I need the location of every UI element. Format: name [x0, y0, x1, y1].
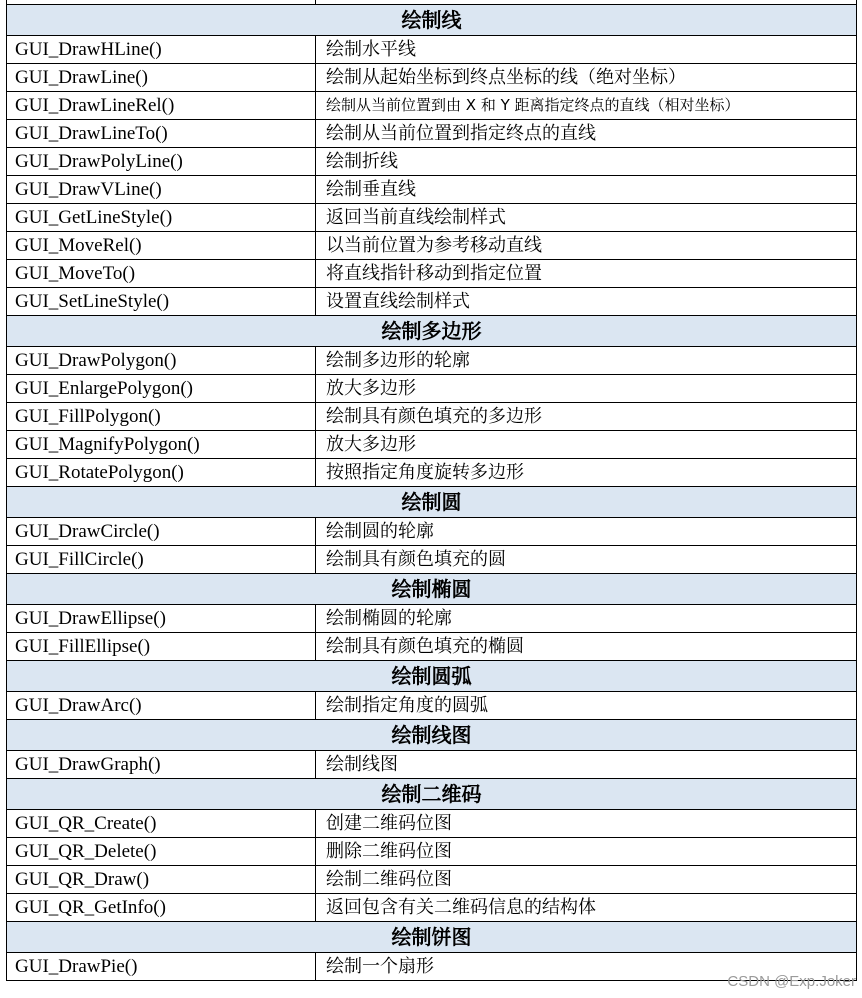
table-row	[7, 810, 857, 838]
function-name-cell: GUI_QR_Draw()	[7, 866, 316, 894]
function-description-cell: 绘制指定角度的圆弧	[316, 692, 857, 720]
function-description-cell: 绘制椭圆的轮廓	[316, 605, 857, 633]
function-description-cell: 返回包含有关二维码信息的结构体	[316, 894, 857, 922]
function-name-cell: GUI_DrawGraph()	[7, 751, 316, 779]
section-title: 绘制线	[7, 5, 857, 36]
function-name-cell: GUI_MoveRel()	[7, 232, 316, 260]
function-description-cell: 绘制具有颜色填充的圆	[316, 546, 857, 574]
function-description-cell: 绘制折线	[316, 148, 857, 176]
function-name-cell: GUI_QR_Delete()	[7, 838, 316, 866]
table-row	[7, 64, 857, 92]
function-name-cell: GUI_DrawLine()	[7, 64, 316, 92]
function-description-cell: 删除二维码位图	[316, 838, 857, 866]
section-title: 绘制饼图	[7, 922, 857, 953]
table-row	[7, 633, 857, 661]
function-description-cell: 以当前位置为参考移动直线	[316, 232, 857, 260]
function-description-cell: 绘制水平线	[316, 36, 857, 64]
section-title: 绘制多边形	[7, 316, 857, 347]
function-name-cell: GUI_DrawPolyLine()	[7, 148, 316, 176]
function-description-cell: 绘制多边形的轮廓	[316, 347, 857, 375]
table-row	[7, 176, 857, 204]
table-row	[7, 866, 857, 894]
function-description-cell: 返回当前直线绘制样式	[316, 204, 857, 232]
table-row	[7, 260, 857, 288]
section-title: 绘制椭圆	[7, 574, 857, 605]
function-name-cell: GUI_EnlargePolygon()	[7, 375, 316, 403]
section-header-row	[7, 720, 857, 751]
table-row	[7, 120, 857, 148]
table-row	[7, 347, 857, 375]
api-function-table	[6, 0, 857, 981]
function-description-cell: 绘制具有颜色填充的多边形	[316, 403, 857, 431]
table-row	[7, 204, 857, 232]
table-row	[7, 232, 857, 260]
function-description-cell: 绘制从当前位置到由 X 和 Y 距离指定终点的直线（相对坐标）	[316, 92, 857, 120]
function-name-cell: GUI_FillCircle()	[7, 546, 316, 574]
table-row	[7, 751, 857, 779]
function-name-cell: GUI_DrawEllipse()	[7, 605, 316, 633]
section-title: 绘制二维码	[7, 779, 857, 810]
table-row	[7, 148, 857, 176]
table-row	[7, 518, 857, 546]
function-name-cell: GUI_DrawVLine()	[7, 176, 316, 204]
section-title: 绘制圆	[7, 487, 857, 518]
section-header-row	[7, 661, 857, 692]
table-row	[7, 375, 857, 403]
section-header-row	[7, 779, 857, 810]
section-header-row	[7, 574, 857, 605]
watermark-text: CSDN @Exp.Joker	[727, 973, 856, 990]
function-description-cell: 放大多边形	[316, 375, 857, 403]
table-row	[7, 838, 857, 866]
table-row	[7, 403, 857, 431]
function-name-cell: GUI_GetLineStyle()	[7, 204, 316, 232]
function-name-cell: GUI_FillPolygon()	[7, 403, 316, 431]
function-name-cell: GUI_DrawLineTo()	[7, 120, 316, 148]
function-description-cell: 绘制一个扇形	[316, 953, 857, 981]
table-row	[7, 92, 857, 120]
function-description-cell: 绘制二维码位图	[316, 866, 857, 894]
function-name-cell: GUI_DrawHLine()	[7, 36, 316, 64]
function-name-cell: GUI_DrawPie()	[7, 953, 316, 981]
table-row	[7, 431, 857, 459]
function-description-cell: 绘制垂直线	[316, 176, 857, 204]
function-name-cell: GUI_DrawCircle()	[7, 518, 316, 546]
api-table-body	[7, 0, 857, 981]
function-name-cell: GUI_MoveTo()	[7, 260, 316, 288]
section-header-row	[7, 922, 857, 953]
section-title: 绘制线图	[7, 720, 857, 751]
function-description-cell: 将直线指针移动到指定位置	[316, 260, 857, 288]
table-row	[7, 546, 857, 574]
function-name-cell: GUI_SetLineStyle()	[7, 288, 316, 316]
function-name-cell: GUI_DrawArc()	[7, 692, 316, 720]
table-row	[7, 692, 857, 720]
function-description-cell: 绘制从起始坐标到终点坐标的线（绝对坐标）	[316, 64, 857, 92]
function-name-cell: GUI_FillEllipse()	[7, 633, 316, 661]
table-row	[7, 459, 857, 487]
section-header-row	[7, 487, 857, 518]
function-name-cell: GUI_QR_Create()	[7, 810, 316, 838]
function-name-cell: GUI_DrawPolygon()	[7, 347, 316, 375]
table-row	[7, 605, 857, 633]
table-row	[7, 36, 857, 64]
function-name-cell: GUI_QR_GetInfo()	[7, 894, 316, 922]
function-name-cell: GUI_MagnifyPolygon()	[7, 431, 316, 459]
function-description-cell: 放大多边形	[316, 431, 857, 459]
function-description-cell: 绘制线图	[316, 751, 857, 779]
table-row	[7, 288, 857, 316]
function-description-cell: 设置直线绘制样式	[316, 288, 857, 316]
function-description-cell: 创建二维码位图	[316, 810, 857, 838]
section-header-row	[7, 316, 857, 347]
section-title: 绘制圆弧	[7, 661, 857, 692]
function-description-cell: 按照指定角度旋转多边形	[316, 459, 857, 487]
function-description-cell: 绘制具有颜色填充的椭圆	[316, 633, 857, 661]
function-description-cell: 绘制圆的轮廓	[316, 518, 857, 546]
table-row	[7, 894, 857, 922]
function-name-cell: GUI_RotatePolygon()	[7, 459, 316, 487]
function-description-cell: 绘制从当前位置到指定终点的直线	[316, 120, 857, 148]
section-header-row	[7, 5, 857, 36]
function-name-cell: GUI_DrawLineRel()	[7, 92, 316, 120]
